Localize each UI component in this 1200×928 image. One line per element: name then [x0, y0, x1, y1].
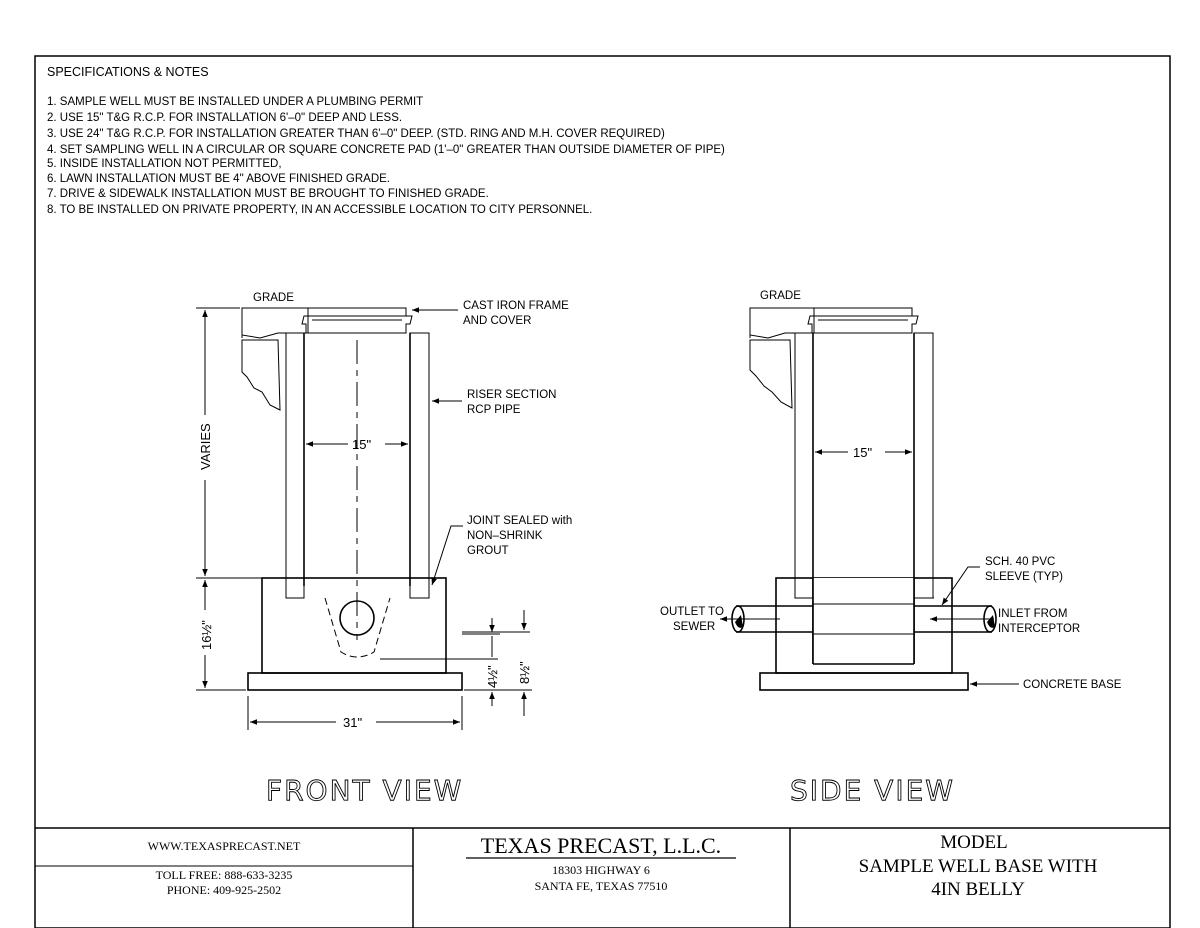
phone: PHONE: 409-925-2502: [166, 883, 282, 897]
title-block: [35, 828, 1170, 928]
dim-varies: VARIES: [198, 423, 213, 470]
note-item: 7. DRIVE & SIDEWALK INSTALLATION MUST BE BROUGHT TO FINISHED GRADE.: [47, 188, 489, 200]
dim-inner-side: 15": [853, 445, 873, 460]
note-item: 3. USE 24" T&G R.C.P. FOR INSTALLATION GREATER THAN 6'–0" DEEP. (STD. RING AND M.H. COVER REQUIRED): [47, 128, 665, 140]
front-view-title: FRONT VIEW: [266, 774, 464, 807]
sleeve-label-2: SLEEVE (TYP): [985, 571, 1063, 583]
company-name: TEXAS PRECAST, L.L.C.: [480, 833, 722, 858]
outlet-label-2: SEWER: [673, 621, 716, 633]
sleeve-label-1: SCH. 40 PVC: [985, 556, 1056, 568]
concrete-base-label: CONCRETE BASE: [1023, 679, 1122, 691]
grade-label: GRADE: [253, 292, 294, 304]
outlet-label-1: OUTLET TO: [660, 606, 724, 618]
frame-label-2: AND COVER: [463, 315, 532, 327]
toll-free: TOLL FREE: 888-633-3235: [155, 868, 293, 882]
note-item: 8. TO BE INSTALLED ON PRIVATE PROPERTY, IN AN ACCESSIBLE LOCATION TO CITY PERSONNEL.: [47, 204, 593, 216]
model-line-1: SAMPLE WELL BASE WITH: [858, 856, 1098, 877]
address-line-2: SANTA FE, TEXAS 77510: [534, 879, 668, 893]
dim-belly: 4½": [485, 665, 500, 688]
joint-label-3: GROUT: [467, 545, 509, 557]
dim-inner-front: 15": [352, 437, 372, 452]
side-view: [660, 290, 1122, 807]
note-item: 1. SAMPLE WELL MUST BE INSTALLED UNDER A PLUMBING PERMIT: [47, 96, 424, 108]
frame-label-1: CAST IRON FRAME: [463, 300, 569, 312]
riser-label-2: RCP PIPE: [467, 404, 521, 416]
inlet-label-1: INLET FROM: [998, 608, 1068, 620]
joint-label-1: JOINT SEALED with: [467, 515, 573, 527]
side-grade-label: GRADE: [760, 290, 801, 302]
dim-base-height: 16½": [199, 620, 214, 650]
model-line-2: 4IN BELLY: [931, 879, 1025, 900]
note-item: 4. SET SAMPLING WELL IN A CIRCULAR OR SQUARE CONCRETE PAD (1'–0" GREATER THAN OUTSIDE DIAMETER OF PIPE): [47, 144, 725, 156]
dim-width: 31": [343, 715, 363, 730]
front-view: [196, 292, 572, 807]
side-view-title: SIDE VIEW: [790, 774, 955, 807]
note-item: 6. LAWN INSTALLATION MUST BE 4" ABOVE FINISHED GRADE.: [47, 173, 390, 185]
address-line-1: 18303 HIGHWAY 6: [552, 863, 650, 877]
specifications-notes: [47, 65, 725, 216]
inlet-label-2: INTERCEPTOR: [998, 623, 1081, 635]
note-item: 2. USE 15" T&G R.C.P. FOR INSTALLATION 6'–0" DEEP AND LESS.: [47, 112, 403, 124]
riser-label-1: RISER SECTION: [467, 389, 557, 401]
model-label: MODEL: [940, 832, 1008, 853]
note-item: 5. INSIDE INSTALLATION NOT PERMITTED,: [47, 158, 282, 170]
dim-invert: 8½": [517, 661, 532, 684]
joint-label-2: NON–SHRINK: [467, 530, 543, 542]
website: WWW.TEXASPRECAST.NET: [147, 839, 301, 853]
notes-heading: SPECIFICATIONS & NOTES: [47, 65, 209, 79]
